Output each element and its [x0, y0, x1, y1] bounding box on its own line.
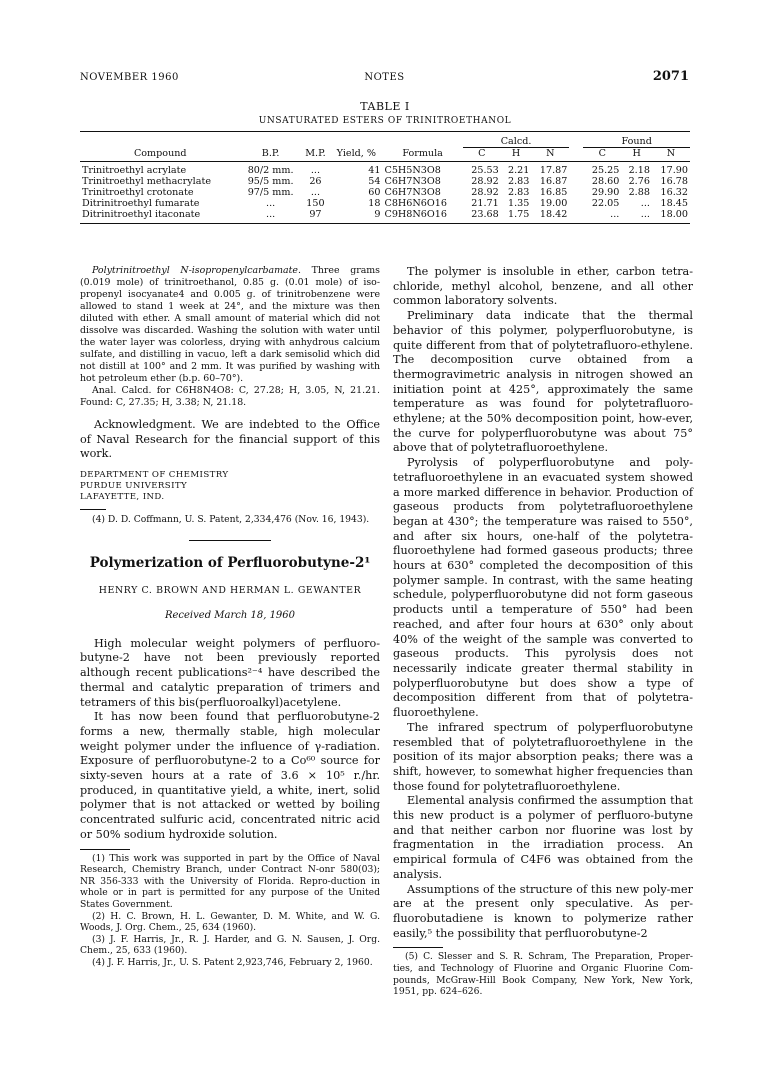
table-cell: 16.85: [539, 187, 568, 198]
column-spacer: [569, 162, 583, 177]
table-cell: 2.88: [628, 187, 650, 198]
table-cell: 16.87: [539, 176, 568, 187]
footnote-rule: [80, 849, 130, 850]
table-cell: 19.00: [539, 198, 568, 209]
footnote-5: (5) C. Slesser and S. R. Schram, The Preparation, Proper-ties, and Technology of Fluorine and Organic Fluorine Com-pounds, McGraw-Hill Book Company, New York, New York, 1951, pp. 624–626.: [393, 951, 693, 998]
table-cell: 80/2 mm.: [247, 165, 294, 176]
column-header: N: [531, 148, 569, 162]
article-divider: [189, 540, 271, 541]
table-cell: 22.05: [591, 198, 620, 209]
right-paragraph-4: The infrared spectrum of polyperfluorobutyne resembled that of polytetrafluoroethylene in the position of its major absorption peaks; there was a shift, however, to somewhat higher frequencies than those found for polytetrafluoroethylene.: [393, 720, 693, 793]
body-paragraph-2: It has now been found that perfluorobutyne-2 forms a new, thermally stable, high molecular weight polymer under the influence of γ-radiation. Exposure of perfluorobutyne-2 to a Co⁶⁰ source for sixty-seven hours at a rate of 3.6 × 10⁵ r./hr. produced, in quantitative yield, a white, inert, solid polymer that is not attacked or wetted by boiling concentrated sulfuric acid, concentrated nitric acid or 50% sodium hydroxide solution.: [80, 710, 380, 841]
column-header: C: [583, 148, 621, 162]
procedure-heading: Polytrinitroethyl N-isopropenylcarbamate.: [92, 265, 301, 276]
table-cell: 97/5 mm.: [247, 187, 294, 198]
affiliation-university: PURDUE UNIVERSITY: [80, 481, 188, 492]
table-cell: 18.45: [660, 198, 688, 209]
column-header: M.P.: [301, 148, 330, 162]
table-cell: 28.60: [591, 176, 620, 187]
table-cell: 16.78: [660, 176, 688, 187]
table-cell: C6H7N3O8: [384, 187, 441, 198]
column-header: B.P.: [241, 148, 301, 162]
table-cell: 28.92: [471, 187, 499, 198]
table-cell: 29.90: [591, 187, 620, 198]
running-header-date: NOVEMBER 1960: [80, 72, 179, 83]
footnote-1: (1) This work was supported in part by the Office of Naval Research, Chemistry Branch, under Contract N-onr 580(03); NR 356-333 with the University of Florida. Repro-duction in whole or in part is permitted for any purpose of the United States Government.: [80, 852, 380, 910]
column-spacer: [569, 148, 583, 162]
header-found: Found: [583, 132, 690, 148]
data-table: [80, 131, 690, 224]
table-cell: 95/5 mm.: [247, 176, 294, 187]
table-title: TABLE I: [360, 100, 410, 113]
table-cell: 150: [306, 198, 325, 209]
table-cell: C9H8N6O16: [384, 209, 447, 220]
right-paragraph-2: Preliminary data indicate that the thermal behavior of this polymer, polyperfluorobutyne, is quite different from that of polytetrafluoro-ethylene. The decomposition curve obtained from a thermogravimetric analysis in nitrogen showed an initiation point at 425°, approximately the same temperature as was found for polytetrafluoro-ethylene; at the 50% decomposition point, how-ever, the curve for polyperfluorobutyne was about 75° above that of polytetrafluoroethylene.: [393, 309, 693, 455]
reference-4: (4) D. D. Coffmann, U. S. Patent, 2,334,476 (Nov. 16, 1943).: [92, 514, 370, 526]
body-paragraph-1: High molecular weight polymers of perfluoro-butyne-2 have not been previously reported although recent publications²⁻⁴ have described the thermal and catalytic preparation of trimers and tetramers of this bis(perfluoroalkyl)acetylene.: [80, 636, 380, 709]
left-column: [80, 265, 380, 968]
table-cell: Trinitroethyl acrylate: [82, 165, 187, 176]
table-cell: ...: [310, 187, 320, 198]
affiliation-city: LAFAYETTE, IND.: [80, 492, 165, 503]
table-cell: 2.76: [628, 176, 650, 187]
table-cell: 2.83: [507, 176, 530, 187]
table-cell: 28.92: [471, 176, 499, 187]
footnote-divider: [80, 509, 106, 510]
column-header: H: [621, 148, 652, 162]
column-spacer: [569, 187, 583, 198]
table-cell: ...: [610, 209, 620, 220]
analysis-paragraph: Anal. Calcd. for C6H8N4O8: C, 27.28; H, 3.05, N, 21.21. Found: C, 27.35; H, 3.38; N, 21.18.: [80, 385, 380, 408]
column-header: Yield, %: [330, 148, 382, 162]
table-cell: Ditrinitroethyl itaconate: [82, 209, 201, 220]
table-cell: 41: [368, 165, 381, 176]
right-column: [393, 265, 693, 998]
column-spacer: [569, 198, 583, 209]
table-cell: C6H7N3O8: [384, 176, 441, 187]
table-cell: ...: [640, 209, 650, 220]
procedure-paragraph: [80, 265, 380, 385]
procedure-text: Three grams (0.019 mole) of trinitroethanol, 0.85 g. (0.01 mole) of iso-propenyl isocyanate4 and 0.005 g. of trinitrobenzene were allowed to stand 1 week at 24°, and the mixture was then diluted with ether. A small amount of material which did not dissolve was discarded. Washing the solution with water until the water layer was colorless, drying with anhydrous calcium sulfate, and distilling in vacuo, left a dark semisolid which did not distill at 100° and 2 mm. It was purified by washing with hot petroleum ether (b.p. 60–70°).: [80, 265, 380, 384]
column-header: C: [463, 148, 501, 162]
table-cell: C5H5N3O8: [384, 165, 441, 176]
table-row: [80, 162, 690, 177]
table-cell: ...: [266, 198, 276, 209]
footnote-2: (2) H. C. Brown, H. L. Gewanter, D. M. White, and W. G. Woods, J. Org. Chem., 25, 634 (1960).: [80, 910, 380, 934]
article-authors: HENRY C. BROWN AND HERMAN L. GEWANTER: [98, 584, 362, 596]
right-paragraph-3: Pyrolysis of polyperfluorobutyne and poly-tetrafluoroethylene in an evacuated system showed a more marked difference in behavior. Production of gaseous products from polytetrafluoroethylene began at 430°; the temperature was raised to 550°, and after six hours, one-half of the polytetra-fluoroethylene had formed gaseous products; three hours at 630° completed the decomposition of this polymer sample. In contrast, with the same heating schedule, polyperfluorobutyne did not form gaseous products until a temperature of 550° had been reached, and after four hours at 630° only about 40% of the weight of the sample was converted to gaseous products. This pyrolysis does not necessarily indicate greater thermal stability in polyperfluorobutyne but does show a type of decomposition different from that of polytetra-fluoroethylene.: [393, 456, 693, 720]
column-header: Formula: [382, 148, 462, 162]
table-cell: 97: [309, 209, 322, 220]
table-cell: 25.25: [591, 165, 620, 176]
table-1: [80, 100, 690, 224]
acknowledgment: Acknowledgment. We are indebted to the Office of Naval Research for the financial support of this work.: [80, 418, 380, 461]
table-cell: ...: [310, 165, 320, 176]
table-cell: 17.90: [660, 165, 688, 176]
table-row: [80, 176, 690, 187]
received-date: Received March 18, 1960: [164, 609, 296, 621]
affiliation-dept: DEPARTMENT OF CHEMISTRY: [80, 470, 229, 481]
table-row: [80, 198, 690, 209]
table-cell: 25.53: [471, 165, 499, 176]
table-cell: 23.68: [471, 209, 499, 220]
table-cell: 2.83: [507, 187, 530, 198]
table-cell: 21.71: [471, 198, 499, 209]
column-spacer: [569, 176, 583, 187]
right-paragraph-5: Elemental analysis confirmed the assumption that this new product is a polymer of perfluoro-butyne and that neither carbon nor fluorine was lost by fragmentation in the irradiation process. An empirical formula of C4F6 was obtained from the analysis.: [393, 794, 693, 881]
table-cell: Trinitroethyl crotonate: [82, 187, 194, 198]
table-cell: 17.87: [539, 165, 568, 176]
table-cell: Ditrinitroethyl fumarate: [82, 198, 200, 209]
table-cell: 9: [374, 209, 381, 220]
table-cell: 18.42: [539, 209, 568, 220]
header-calcd: Calcd.: [463, 132, 570, 148]
table-cell: 2.21: [507, 165, 530, 176]
footnote-rule-right: [393, 947, 443, 948]
running-header-section: NOTES: [364, 72, 405, 83]
table-cell: 18: [368, 198, 381, 209]
column-header: Compound: [80, 148, 241, 162]
table-cell: 26: [309, 176, 322, 187]
table-cell: 1.75: [507, 209, 530, 220]
footnote-3: (3) J. F. Harris, Jr., R. J. Harder, and G. N. Sausen, J. Org. Chem., 25, 633 (1960).: [80, 933, 380, 957]
right-paragraph-1: The polymer is insoluble in ether, carbon tetra-chloride, methyl alcohol, benzene, and all other common laboratory solvents.: [393, 265, 693, 308]
table-row: [80, 209, 690, 224]
table-cell: ...: [640, 198, 650, 209]
footnote-4: (4) J. F. Harris, Jr., U. S. Patent 2,923,746, February 2, 1960.: [92, 956, 373, 968]
table-cell: 54: [368, 176, 381, 187]
column-header: N: [652, 148, 690, 162]
article-title: Polymerization of Perfluorobutyne-2¹: [89, 554, 371, 571]
affiliation: [80, 470, 380, 503]
table-row: [80, 187, 690, 198]
table-cell: 1.35: [507, 198, 530, 209]
column-header: H: [501, 148, 532, 162]
table-cell: 16.32: [660, 187, 688, 198]
table-cell: C8H6N6O16: [384, 198, 447, 209]
page-number: 2071: [652, 69, 689, 84]
column-spacer: [569, 209, 583, 224]
table-cell: ...: [266, 209, 276, 220]
right-paragraph-6: Assumptions of the structure of this new poly-mer are at the present only speculative. As per-fluorobutadiene is known to polymerize rather easily,⁵ the possibility that perfluorobutyne-2: [393, 882, 693, 940]
table-cell: Trinitroethyl methacrylate: [82, 176, 211, 187]
table-subtitle: UNSATURATED ESTERS OF TRINITROETHANOL: [258, 116, 512, 126]
table-cell: 2.18: [628, 165, 650, 176]
table-cell: 60: [368, 187, 381, 198]
table-cell: 18.00: [660, 209, 688, 220]
